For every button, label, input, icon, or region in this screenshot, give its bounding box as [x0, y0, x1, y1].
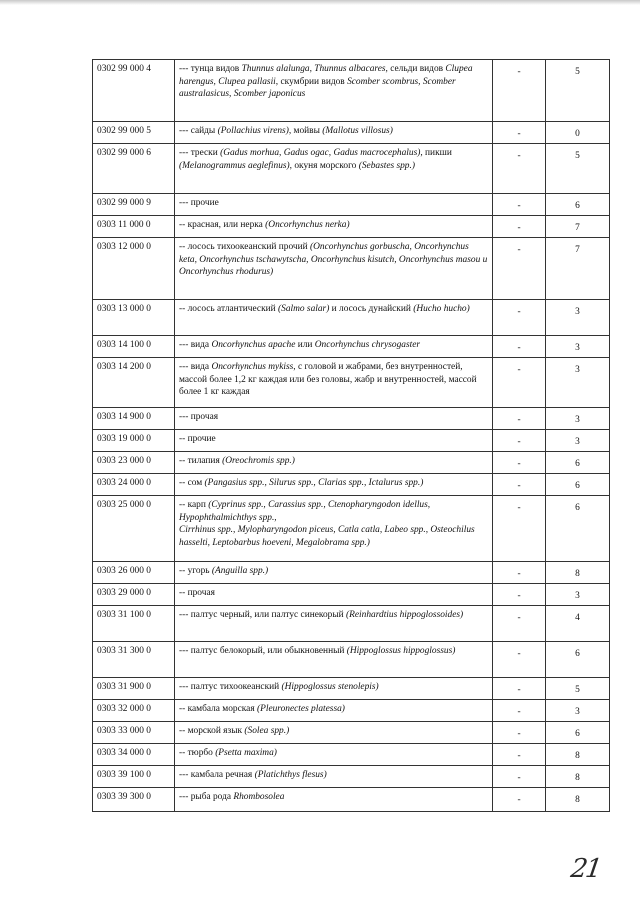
- table-row: [93, 474, 610, 496]
- species-name: (Psetta maxima): [215, 748, 277, 758]
- species-name: (Salmo salar): [278, 304, 330, 314]
- tariff-table: [92, 59, 610, 812]
- duty-rate: 7: [575, 223, 580, 233]
- duty-rate: 5: [575, 151, 580, 161]
- table-row: [93, 496, 610, 562]
- unit-dash: -: [517, 343, 521, 353]
- species-name: Scomber scombrus, Scomber australasicus, Scomber japonicus: [179, 76, 456, 100]
- goods-description: [175, 474, 493, 496]
- species-name: Oncorhynchus chrysogaster: [314, 340, 421, 350]
- table-row: [93, 606, 610, 642]
- tariff-code: 0303 24 000 0: [93, 474, 175, 496]
- tariff-code: 0302 99 000 9: [93, 194, 175, 216]
- duty-rate-cell: [546, 336, 610, 358]
- unit-cell: [493, 700, 546, 722]
- species-name: (Cyprinus spp., Carassius spp., Ctenopharyngodon idellus, Hypophthalmichthys spp.,: [179, 500, 431, 523]
- tariff-code: 0303 11 000 0: [93, 216, 175, 238]
- goods-description: [175, 430, 493, 452]
- tariff-code: 0303 31 900 0: [93, 678, 175, 700]
- tariff-code: 0302 99 000 6: [93, 144, 175, 194]
- duty-rate-cell: [546, 216, 610, 238]
- tariff-code: 0303 26 000 0: [93, 562, 175, 584]
- unit-cell: [493, 60, 546, 122]
- duty-rate: 6: [575, 729, 580, 739]
- tariff-code: 0303 39 300 0: [93, 788, 175, 812]
- unit-cell: [493, 452, 546, 474]
- duty-rate-cell: [546, 606, 610, 642]
- tariff-table-body: [93, 60, 610, 812]
- table-row: [93, 678, 610, 700]
- table-row: [93, 430, 610, 452]
- duty-rate-cell: [546, 788, 610, 812]
- unit-dash: -: [517, 437, 521, 447]
- table-row: [93, 336, 610, 358]
- unit-dash: -: [517, 773, 521, 783]
- description-text: --- палтус черный, или палтус синекорый: [179, 610, 347, 620]
- species-name: (Oreochromis spp.): [222, 456, 295, 466]
- species-name: (Gadus morhua, Gadus ogac, Gadus macrocephalus): [220, 148, 421, 158]
- duty-rate: 6: [575, 649, 580, 659]
- table-row: [93, 788, 610, 812]
- goods-description: [175, 122, 493, 144]
- tariff-code: 0303 14 100 0: [93, 336, 175, 358]
- duty-rate: 3: [575, 415, 580, 425]
- tariff-code: 0302 99 000 5: [93, 122, 175, 144]
- tariff-code: 0303 19 000 0: [93, 430, 175, 452]
- species-name: (Oncorhynchus nerka): [265, 220, 350, 230]
- tariff-code: 0303 23 000 0: [93, 452, 175, 474]
- duty-rate-cell: [546, 722, 610, 744]
- table-row: [93, 122, 610, 144]
- unit-cell: [493, 678, 546, 700]
- species-name: (Hippoglossus hippoglossus): [346, 646, 456, 656]
- goods-description: [175, 700, 493, 722]
- unit-cell: [493, 408, 546, 430]
- description-text: --- вида: [179, 362, 212, 372]
- species-name: Clupea harengus, Clupea pallasii: [179, 64, 473, 87]
- species-name: (Melanogrammus aeglefinus): [179, 160, 290, 171]
- tariff-code: 0302 99 000 4: [93, 60, 175, 122]
- description-text: , скумбрии видов: [275, 76, 348, 87]
- unit-cell: [493, 144, 546, 194]
- unit-dash: -: [517, 613, 521, 623]
- description-text: --- палтус белокорый, или обыкновенный: [179, 646, 347, 656]
- duty-rate-cell: [546, 430, 610, 452]
- goods-description: [175, 606, 493, 642]
- species-name: (Hucho hucho): [413, 304, 470, 314]
- species-name: (Anguilla spp.): [211, 566, 269, 576]
- species-name: Oncorhynchus apache: [211, 340, 296, 350]
- duty-rate: 8: [575, 795, 580, 805]
- goods-description: [175, 300, 493, 336]
- tariff-code: 0303 31 300 0: [93, 642, 175, 678]
- tariff-code: 0303 13 000 0: [93, 300, 175, 336]
- duty-rate-cell: [546, 562, 610, 584]
- goods-description: [175, 678, 493, 700]
- species-name: (Solea spp.): [244, 726, 290, 736]
- goods-description: [175, 496, 493, 562]
- species-name: (Mallotus villosus): [322, 126, 393, 136]
- unit-dash: -: [517, 649, 521, 659]
- table-row: [93, 584, 610, 606]
- table-row: [93, 358, 610, 408]
- description-text: --- прочие: [179, 198, 219, 208]
- goods-description: [175, 744, 493, 766]
- unit-cell: [493, 584, 546, 606]
- description-text: --- трески: [179, 148, 221, 158]
- duty-rate: 4: [575, 613, 580, 623]
- description-text: , пикши: [420, 148, 452, 158]
- duty-rate: 6: [575, 459, 580, 469]
- duty-rate: 7: [575, 245, 580, 255]
- species-name: (Oncorhynchus gorbuscha, Oncorhynchus keta, Oncorhynchus tschawytscha, Oncorhynchus kisutch, Oncorhynchus masou и Oncorhynchus rhodurus): [179, 242, 488, 278]
- duty-rate-cell: [546, 60, 610, 122]
- duty-rate-cell: [546, 358, 610, 408]
- duty-rate: 8: [575, 773, 580, 783]
- page-number: 21: [568, 854, 603, 884]
- table-row: [93, 642, 610, 678]
- table-row: [93, 300, 610, 336]
- duty-rate: 0: [575, 129, 580, 139]
- duty-rate-cell: [546, 766, 610, 788]
- unit-cell: [493, 216, 546, 238]
- duty-rate: 3: [575, 437, 580, 447]
- unit-dash: -: [517, 729, 521, 739]
- duty-rate: 8: [575, 569, 580, 579]
- goods-description: [175, 408, 493, 430]
- table-row: [93, 60, 610, 122]
- description-text: -- морской язык: [179, 726, 245, 736]
- unit-cell: [493, 562, 546, 584]
- tariff-code: 0303 34 000 0: [93, 744, 175, 766]
- duty-rate-cell: [546, 144, 610, 194]
- duty-rate-cell: [546, 122, 610, 144]
- duty-rate: 8: [575, 751, 580, 761]
- duty-rate-cell: [546, 642, 610, 678]
- tariff-code: 0303 33 000 0: [93, 722, 175, 744]
- goods-description: [175, 766, 493, 788]
- duty-rate-cell: [546, 496, 610, 562]
- tariff-code: 0303 14 900 0: [93, 408, 175, 430]
- description-text: -- красная, или нерка: [179, 220, 266, 230]
- unit-dash: -: [517, 459, 521, 469]
- unit-cell: [493, 642, 546, 678]
- table-row: [93, 408, 610, 430]
- unit-dash: -: [517, 365, 521, 375]
- unit-dash: -: [517, 481, 521, 491]
- description-text: --- тунца видов: [179, 64, 242, 74]
- goods-description: [175, 60, 493, 122]
- table-row: [93, 744, 610, 766]
- duty-rate-cell: [546, 700, 610, 722]
- unit-dash: -: [517, 307, 521, 317]
- duty-rate: 6: [575, 503, 580, 513]
- table-row: [93, 562, 610, 584]
- description-text: --- сайды: [179, 126, 218, 136]
- duty-rate-cell: [546, 744, 610, 766]
- duty-rate: 3: [575, 343, 580, 353]
- tariff-code: 0303 29 000 0: [93, 584, 175, 606]
- description-text: -- сом: [179, 478, 205, 488]
- description-text: -- камбала морская: [179, 704, 257, 714]
- duty-rate: 6: [575, 201, 580, 211]
- goods-description: [175, 452, 493, 474]
- duty-rate-cell: [546, 408, 610, 430]
- duty-rate: 6: [575, 481, 580, 491]
- goods-description: [175, 788, 493, 812]
- species-name: Rhombosolea: [233, 792, 285, 802]
- description-text: --- палтус тихоокеанский: [179, 682, 282, 692]
- table-row: [93, 216, 610, 238]
- unit-dash: -: [517, 223, 521, 233]
- description-text: или: [295, 340, 315, 350]
- tariff-code: 0303 32 000 0: [93, 700, 175, 722]
- unit-dash: -: [517, 129, 521, 139]
- unit-cell: [493, 474, 546, 496]
- description-text: --- камбала речная: [179, 770, 255, 780]
- unit-dash: -: [517, 245, 521, 255]
- species-name: (Pollachius virens): [217, 126, 289, 136]
- duty-rate-cell: [546, 238, 610, 300]
- unit-cell: [493, 496, 546, 562]
- duty-rate: 3: [575, 307, 580, 317]
- unit-cell: [493, 358, 546, 408]
- table-row: [93, 144, 610, 194]
- unit-cell: [493, 606, 546, 642]
- duty-rate: 5: [575, 685, 580, 695]
- description-text: , окуня морского: [289, 160, 359, 171]
- tariff-code: 0303 25 000 0: [93, 496, 175, 562]
- unit-cell: [493, 122, 546, 144]
- tariff-code: 0303 31 100 0: [93, 606, 175, 642]
- unit-cell: [493, 238, 546, 300]
- scan-edge: [0, 0, 640, 5]
- description-text: -- тюрбо: [179, 748, 216, 758]
- species-name: Thunnus alalunga, Thunnus albacares: [241, 64, 386, 74]
- species-name: (Sebastes spp.): [358, 160, 415, 171]
- duty-rate: 3: [575, 365, 580, 375]
- unit-cell: [493, 766, 546, 788]
- unit-dash: -: [517, 67, 521, 77]
- unit-cell: [493, 722, 546, 744]
- description-text: и лосось дунайский: [329, 304, 414, 314]
- goods-description: [175, 336, 493, 358]
- description-text: -- карп: [179, 500, 209, 510]
- unit-cell: [493, 430, 546, 452]
- tariff-code: 0303 39 100 0: [93, 766, 175, 788]
- goods-description: [175, 562, 493, 584]
- tariff-code: 0303 14 200 0: [93, 358, 175, 408]
- duty-rate-cell: [546, 300, 610, 336]
- unit-dash: -: [517, 751, 521, 761]
- description-text: --- рыба рода: [179, 792, 234, 802]
- unit-dash: -: [517, 707, 521, 717]
- goods-description: [175, 584, 493, 606]
- goods-description: [175, 238, 493, 300]
- description-text: -- лосось атлантический: [179, 304, 279, 314]
- description-text: --- вида: [179, 340, 212, 350]
- unit-cell: [493, 788, 546, 812]
- duty-rate: 3: [575, 707, 580, 717]
- goods-description: [175, 144, 493, 194]
- description-text: --- прочая: [179, 412, 219, 422]
- unit-dash: -: [517, 151, 521, 161]
- duty-rate-cell: [546, 584, 610, 606]
- species-name: (Platichthys flesus): [254, 770, 327, 780]
- table-row: [93, 722, 610, 744]
- table-row: [93, 452, 610, 474]
- description-text: , сельди видов: [385, 64, 446, 74]
- tariff-code: 0303 12 000 0: [93, 238, 175, 300]
- species-name: Cirrhinus spp., Mylopharyngodon piceus, Catla catla, Labeo spp., Osteochilus hasselti, Leptobarbus hoeveni, Megalobrama spp.): [179, 525, 475, 548]
- duty-rate-cell: [546, 452, 610, 474]
- species-name: (Pleuronectes platessa): [257, 704, 345, 714]
- species-name: (Pangasius spp., Silurus spp., Clarias spp., Ictalurus spp.): [204, 478, 424, 488]
- goods-description: [175, 642, 493, 678]
- goods-description: [175, 216, 493, 238]
- table-row: [93, 700, 610, 722]
- unit-dash: -: [517, 201, 521, 211]
- table-row: [93, 194, 610, 216]
- description-text: -- угорь: [179, 566, 212, 576]
- goods-description: [175, 194, 493, 216]
- description-text: -- прочая: [179, 588, 215, 598]
- duty-rate-cell: [546, 474, 610, 496]
- species-name: Oncorhynchus mykiss: [211, 362, 294, 372]
- unit-dash: -: [517, 415, 521, 425]
- description-text: -- тилапия: [179, 456, 223, 466]
- unit-cell: [493, 300, 546, 336]
- duty-rate-cell: [546, 194, 610, 216]
- duty-rate-cell: [546, 678, 610, 700]
- unit-dash: -: [517, 795, 521, 805]
- unit-dash: -: [517, 591, 521, 601]
- unit-cell: [493, 336, 546, 358]
- description-text: -- лосось тихоокеанский прочий: [179, 242, 310, 252]
- unit-cell: [493, 194, 546, 216]
- species-name: (Reinhardtius hippoglossoides): [346, 610, 464, 620]
- goods-description: [175, 358, 493, 408]
- unit-cell: [493, 744, 546, 766]
- table-row: [93, 238, 610, 300]
- species-name: (Hippoglossus stenolepis): [281, 682, 379, 692]
- description-text: -- прочие: [179, 434, 216, 444]
- unit-dash: -: [517, 569, 521, 579]
- duty-rate: 3: [575, 591, 580, 601]
- description-text: , с головой и жабрами, без внутренностей, массой более 1,2 кг каждая или без головы, жабр и внутренностей, массой более 1 кг каждая: [179, 362, 477, 398]
- unit-dash: -: [517, 685, 521, 695]
- unit-dash: -: [517, 503, 521, 513]
- description-text: , мойвы: [288, 126, 323, 136]
- goods-description: [175, 722, 493, 744]
- duty-rate: 5: [575, 67, 580, 77]
- table-row: [93, 766, 610, 788]
